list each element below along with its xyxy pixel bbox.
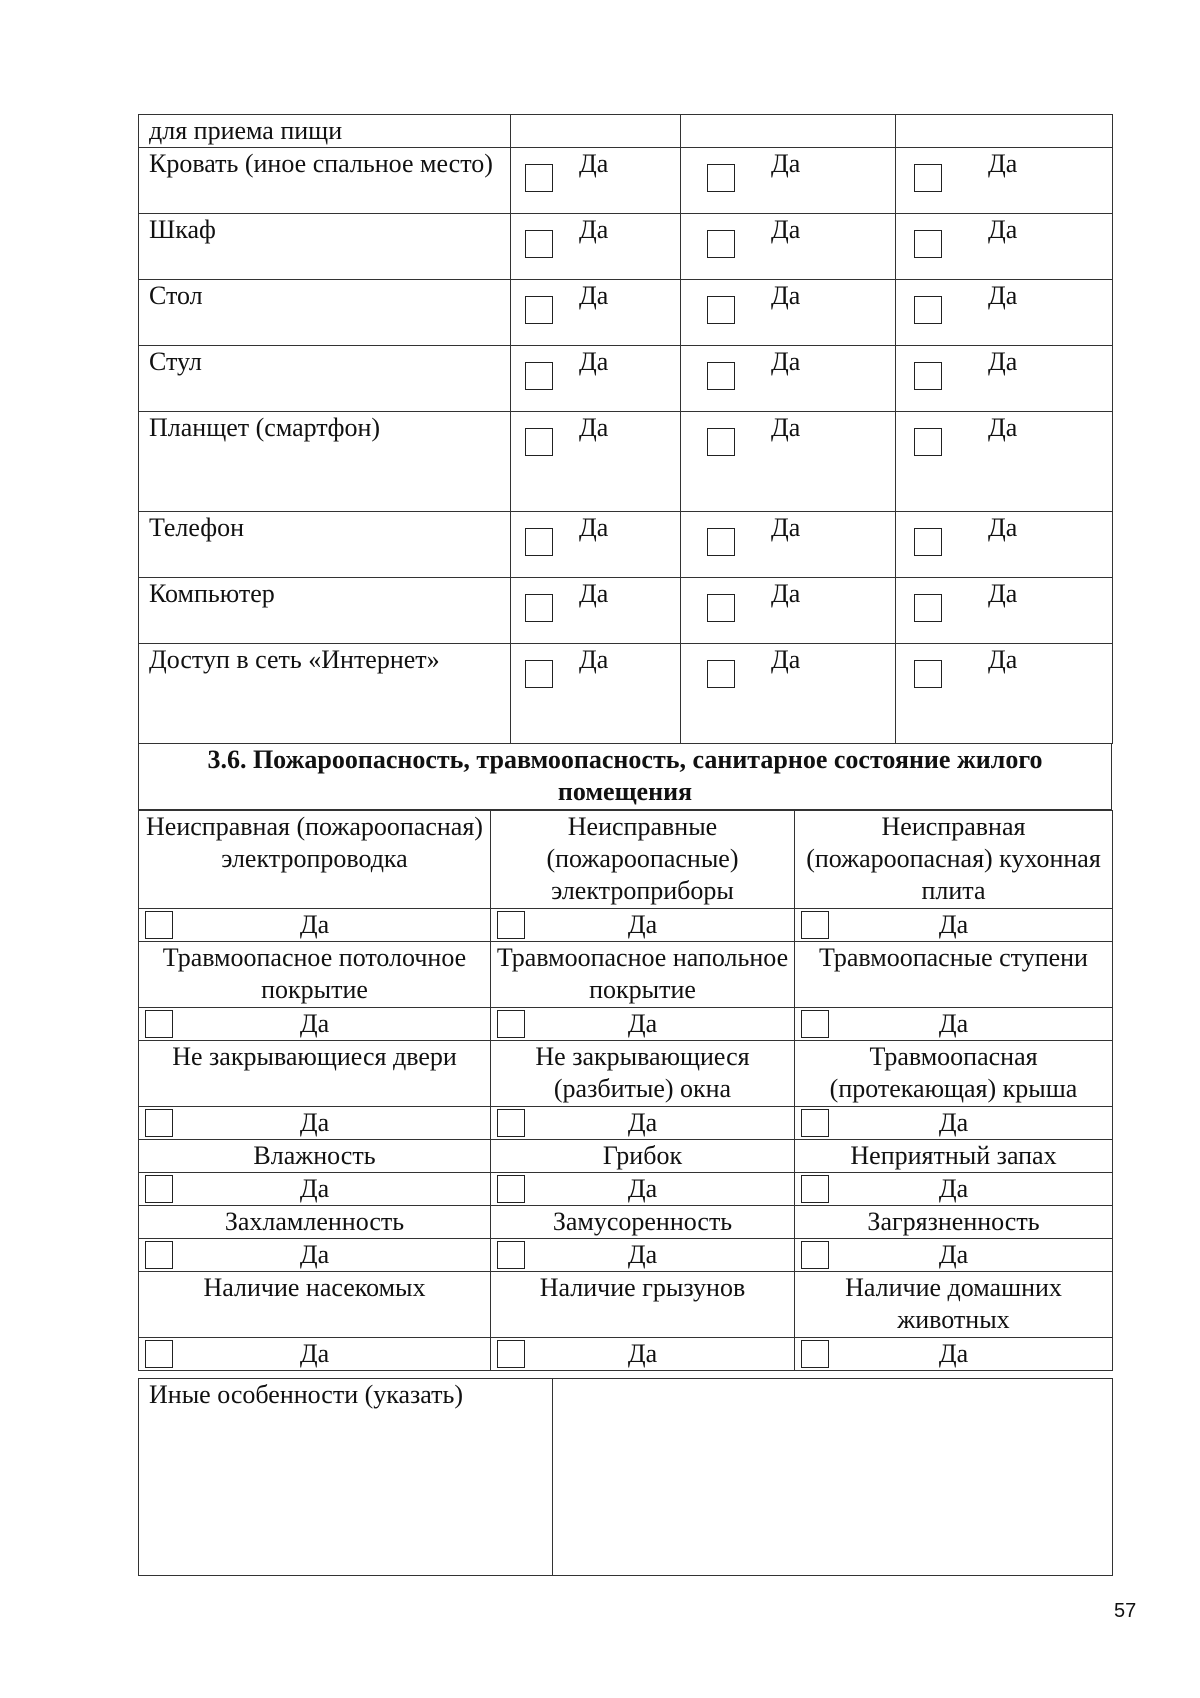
yes-label: Да [627, 1009, 658, 1038]
checkbox[interactable] [914, 362, 942, 390]
furniture-row-label: Шкаф [139, 214, 511, 280]
checkbox[interactable] [525, 230, 553, 258]
hazard-answer-cell [795, 1008, 1113, 1041]
yes-label: Да [938, 1108, 969, 1137]
yes-label: Да [988, 347, 1018, 376]
furniture-answer-cell [896, 148, 1113, 214]
hazard-label: Неисправная (пожароопасная) электропроводка [139, 811, 491, 909]
hazard-answer-cell [795, 1173, 1113, 1206]
yes-label: Да [579, 215, 609, 244]
checkbox[interactable] [525, 594, 553, 622]
checkbox[interactable] [707, 230, 735, 258]
other-features-row [139, 1379, 1113, 1576]
yes-label: Да [627, 1174, 658, 1203]
furniture-answer-cell [511, 280, 681, 346]
other-features-table [138, 1378, 1113, 1576]
hazard-label: Не закрывающиеся двери [139, 1041, 491, 1107]
hazard-row [139, 1041, 1113, 1107]
furniture-row [139, 644, 1113, 744]
hazard-row [139, 1140, 1113, 1173]
yes-label: Да [299, 1009, 330, 1038]
yes-label: Да [988, 579, 1018, 608]
checkbox[interactable] [707, 528, 735, 556]
checkbox[interactable] [707, 660, 735, 688]
furniture-answer-cell [896, 578, 1113, 644]
yes-label: Да [988, 513, 1018, 542]
furniture-row [139, 412, 1113, 512]
hazard-label: Неприятный запах [795, 1140, 1113, 1173]
furniture-answer-cell [511, 214, 681, 280]
hazard-label: Наличие грызунов [491, 1272, 795, 1338]
hazard-row [139, 1272, 1113, 1338]
hazard-answer-cell [491, 909, 795, 942]
furniture-row [139, 578, 1113, 644]
hazard-answer-cell [139, 1008, 491, 1041]
furniture-answer-cell [896, 280, 1113, 346]
furniture-answer-cell [896, 644, 1113, 744]
furniture-row-label: Кровать (иное спальное место) [139, 148, 511, 214]
yes-label: Да [579, 281, 609, 310]
yes-label: Да [771, 645, 801, 674]
checkbox[interactable] [497, 1010, 525, 1038]
hazard-label: Наличие домашних животных [795, 1272, 1113, 1338]
yes-label: Да [627, 910, 658, 939]
furniture-row [139, 346, 1113, 412]
furniture-row-label: Телефон [139, 512, 511, 578]
hazard-answer-row [139, 1173, 1113, 1206]
checkbox[interactable] [914, 164, 942, 192]
hazard-answer-row [139, 1008, 1113, 1041]
hazard-label: Травмоопасные ступени [795, 942, 1113, 1008]
hazard-label: Загрязненность [795, 1206, 1113, 1239]
checkbox[interactable] [525, 362, 553, 390]
yes-label: Да [938, 1339, 969, 1368]
furniture-answer-cell [511, 412, 681, 512]
checkbox[interactable] [707, 594, 735, 622]
yes-label: Да [771, 513, 801, 542]
checkbox[interactable] [525, 164, 553, 192]
hazard-label: Травмоопасное напольное покрытие [491, 942, 795, 1008]
checkbox[interactable] [801, 1175, 829, 1203]
checkbox[interactable] [525, 528, 553, 556]
checkbox[interactable] [707, 296, 735, 324]
yes-label: Да [299, 1108, 330, 1137]
hazard-label: Травмоопасная (протекающая) крыша [795, 1041, 1113, 1107]
yes-label: Да [579, 347, 609, 376]
checkbox[interactable] [914, 296, 942, 324]
yes-label: Да [938, 1009, 969, 1038]
furniture-answer-cell [511, 512, 681, 578]
yes-label: Да [299, 910, 330, 939]
checkbox[interactable] [145, 1109, 173, 1137]
furniture-answer-cell [511, 148, 681, 214]
furniture-row [139, 148, 1113, 214]
hazards-table [138, 810, 1113, 1371]
hazard-answer-cell [139, 1107, 491, 1140]
yes-label: Да [938, 1174, 969, 1203]
furniture-answer-cell [681, 214, 896, 280]
furniture-answer-cell [681, 412, 896, 512]
furniture-row-label: Доступ в сеть «Интернет» [139, 644, 511, 744]
hazard-answer-cell [491, 1107, 795, 1140]
hazard-label: Не закрывающиеся (разбитые) окна [491, 1041, 795, 1107]
other-features-label: Иные особенности (указать) [139, 1379, 553, 1576]
furniture-answer-cell [896, 115, 1113, 148]
furniture-answer-cell [511, 115, 681, 148]
checkbox[interactable] [801, 1109, 829, 1137]
yes-label: Да [938, 910, 969, 939]
yes-label: Да [579, 645, 609, 674]
furniture-table [138, 114, 1113, 744]
yes-label: Да [988, 215, 1018, 244]
yes-label: Да [988, 645, 1018, 674]
hazard-answer-cell [795, 909, 1113, 942]
yes-label: Да [579, 579, 609, 608]
furniture-row-label: Компьютер [139, 578, 511, 644]
checkbox[interactable] [145, 1175, 173, 1203]
hazard-answer-cell [795, 1239, 1113, 1272]
furniture-answer-cell [681, 280, 896, 346]
checkbox[interactable] [707, 362, 735, 390]
furniture-answer-cell [511, 644, 681, 744]
checkbox[interactable] [914, 594, 942, 622]
yes-label: Да [579, 149, 609, 178]
other-features-field[interactable] [553, 1379, 1113, 1576]
hazard-label: Наличие насекомых [139, 1272, 491, 1338]
hazard-answer-cell [139, 909, 491, 942]
furniture-answer-cell [681, 346, 896, 412]
hazard-row [139, 1206, 1113, 1239]
yes-label: Да [299, 1174, 330, 1203]
hazard-label: Замусоренность [491, 1206, 795, 1239]
hazard-row [139, 811, 1113, 909]
furniture-row [139, 115, 1113, 148]
yes-label: Да [627, 1108, 658, 1137]
yes-label: Да [988, 149, 1018, 178]
hazard-answer-cell [491, 1239, 795, 1272]
yes-label: Да [771, 347, 801, 376]
yes-label: Да [771, 149, 801, 178]
hazard-answer-row [139, 909, 1113, 942]
checkbox[interactable] [145, 1340, 173, 1368]
hazard-answer-cell [795, 1338, 1113, 1371]
furniture-row [139, 512, 1113, 578]
furniture-row-label: Стул [139, 346, 511, 412]
hazard-answer-row [139, 1239, 1113, 1272]
furniture-row [139, 280, 1113, 346]
yes-label: Да [579, 513, 609, 542]
furniture-answer-cell [511, 578, 681, 644]
hazard-label: Травмоопасное потолочное покрытие [139, 942, 491, 1008]
hazard-label: Неисправные (пожароопасные) электроприборы [491, 811, 795, 909]
yes-label: Да [299, 1339, 330, 1368]
furniture-answer-cell [896, 512, 1113, 578]
checkbox[interactable] [801, 1340, 829, 1368]
hazard-answer-row [139, 1338, 1113, 1371]
furniture-row [139, 214, 1113, 280]
hazard-answer-row [139, 1107, 1113, 1140]
furniture-row-label: для приема пищи [139, 115, 511, 148]
yes-label: Да [771, 281, 801, 310]
checkbox[interactable] [525, 660, 553, 688]
checkbox[interactable] [801, 1010, 829, 1038]
hazard-row [139, 942, 1113, 1008]
hazard-answer-cell [491, 1338, 795, 1371]
checkbox[interactable] [525, 296, 553, 324]
hazard-answer-cell [139, 1239, 491, 1272]
page-number: 57 [1114, 1600, 1137, 1622]
hazard-answer-cell [139, 1338, 491, 1371]
hazard-label: Влажность [139, 1140, 491, 1173]
hazard-answer-cell [795, 1107, 1113, 1140]
yes-label: Да [988, 413, 1018, 442]
yes-label: Да [938, 1240, 969, 1269]
furniture-answer-cell [681, 148, 896, 214]
checkbox[interactable] [497, 1340, 525, 1368]
section-title: 3.6. Пожароопасность, травмоопасность, санитарное состояние жилого помещения [138, 744, 1112, 810]
checkbox[interactable] [497, 911, 525, 939]
hazard-label: Грибок [491, 1140, 795, 1173]
checkbox[interactable] [145, 911, 173, 939]
furniture-answer-cell [896, 346, 1113, 412]
yes-label: Да [627, 1240, 658, 1269]
checkbox[interactable] [914, 660, 942, 688]
hazard-answer-cell [491, 1173, 795, 1206]
hazard-label: Неисправная (пожароопасная) кухонная плита [795, 811, 1113, 909]
furniture-answer-cell [896, 412, 1113, 512]
yes-label: Да [299, 1240, 330, 1269]
furniture-answer-cell [896, 214, 1113, 280]
checkbox[interactable] [145, 1010, 173, 1038]
furniture-answer-cell [681, 644, 896, 744]
yes-label: Да [771, 579, 801, 608]
checkbox[interactable] [145, 1241, 173, 1269]
checkbox[interactable] [914, 428, 942, 456]
furniture-answer-cell [511, 346, 681, 412]
furniture-row-label: Стол [139, 280, 511, 346]
yes-label: Да [771, 413, 801, 442]
checkbox[interactable] [707, 164, 735, 192]
furniture-answer-cell [681, 115, 896, 148]
checkbox[interactable] [707, 428, 735, 456]
checkbox[interactable] [497, 1241, 525, 1269]
checkbox[interactable] [801, 911, 829, 939]
yes-label: Да [579, 413, 609, 442]
yes-label: Да [627, 1339, 658, 1368]
checkbox[interactable] [525, 428, 553, 456]
furniture-answer-cell [681, 578, 896, 644]
checkbox[interactable] [801, 1241, 829, 1269]
hazard-answer-cell [491, 1008, 795, 1041]
checkbox[interactable] [914, 528, 942, 556]
checkbox[interactable] [914, 230, 942, 258]
hazard-answer-cell [139, 1173, 491, 1206]
yes-label: Да [988, 281, 1018, 310]
yes-label: Да [771, 215, 801, 244]
hazard-label: Захламленность [139, 1206, 491, 1239]
checkbox[interactable] [497, 1175, 525, 1203]
checkbox[interactable] [497, 1109, 525, 1137]
furniture-answer-cell [681, 512, 896, 578]
furniture-row-label: Планщет (смартфон) [139, 412, 511, 512]
